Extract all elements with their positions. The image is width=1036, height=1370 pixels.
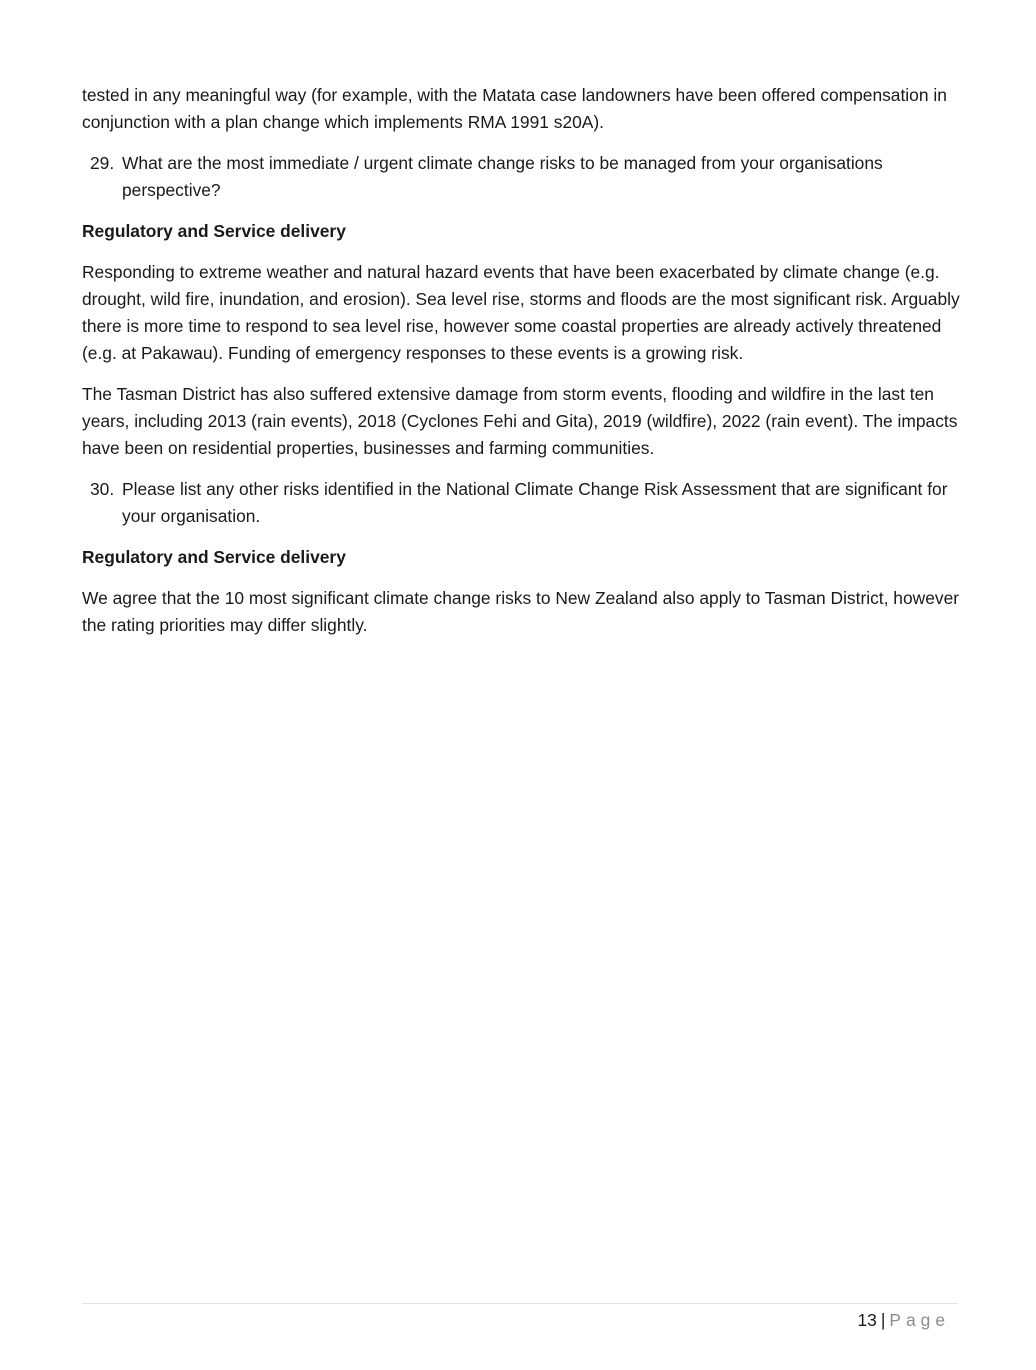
page-footer: [858, 1307, 951, 1334]
question-30-number: 30.: [90, 479, 115, 499]
footer-divider: [82, 1303, 958, 1304]
answer-30-paragraph-1: We agree that the 10 most significant climate change risks to New Zealand also apply to Tasman District, however the rating priorities may differ slightly.: [82, 588, 960, 635]
continuation-paragraph: tested in any meaningful way (for example, with the Matata case landowners have been offered compensation in conjunction with a plan change which implements RMA 1991 s20A).: [82, 85, 947, 132]
page-label: Page: [889, 1310, 950, 1330]
section-heading-regulatory-1: Regulatory and Service delivery: [82, 221, 346, 241]
page-number: 13: [857, 1310, 877, 1330]
question-30-text: Please list any other risks identified in the National Climate Change Risk Assessment that are significant for your organisation.: [122, 479, 948, 526]
question-29-number: 29.: [90, 153, 115, 173]
answer-29-paragraph-2: The Tasman District has also suffered extensive damage from storm events, flooding and wildfire in the last ten years, including 2013 (rain events), 2018 (Cyclones Fehi and Gita), 2019 (wildfire), 2022 (rain event). The impacts have been on residential properties, businesses and farming communities.: [82, 384, 958, 458]
question-30: [82, 476, 962, 530]
answer-29-paragraph-1: Responding to extreme weather and natural hazard events that have been exacerbated by climate change (e.g. drought, wild fire, inundation, and erosion). Sea level rise, storms and floods are the most significant risk. Arguably there is more time to respond to sea level rise, however some coastal properties are already actively threatened (e.g. at Pakawau). Funding of emergency responses to these events is a growing risk.: [82, 262, 960, 363]
question-29-text: What are the most immediate / urgent climate change risks to be managed from your organisations perspective?: [122, 153, 883, 200]
section-heading-regulatory-2: Regulatory and Service delivery: [82, 547, 346, 567]
page-separator: |: [880, 1310, 886, 1330]
question-29: [82, 150, 962, 204]
page-body: [82, 82, 962, 653]
